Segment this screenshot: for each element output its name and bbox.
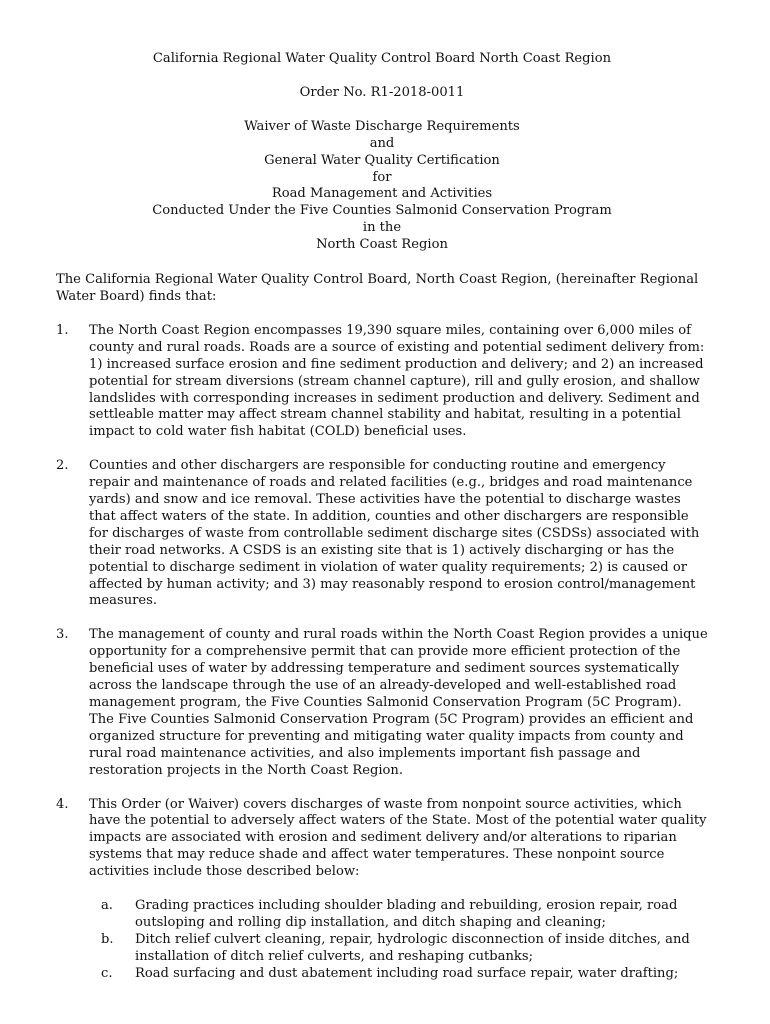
title-line: Road Management and Activities bbox=[271, 186, 493, 202]
finding-text: This Order (or Waiver) covers discharges of waste from nonpoint source activities, which have the potential to adversely affect waters of the State. Most of the potential water quality impacts are associated with erosion and sediment delivery and/or alterations to riparian systems that may reduce shade and affect water temperatures. These nonpoint source activities include those described below: bbox=[89, 796, 707, 880]
title-line: in the bbox=[362, 220, 402, 236]
finding-item bbox=[56, 797, 708, 983]
subitem bbox=[89, 966, 708, 983]
title-line: General Water Quality Certification bbox=[264, 152, 500, 168]
title-line: for bbox=[372, 169, 392, 185]
title-line: North Coast Region bbox=[316, 237, 448, 253]
title-line: and bbox=[369, 135, 395, 151]
subitem-letter: c. bbox=[101, 965, 113, 981]
finding-text: Counties and other dischargers are responsible for conducting routine and emergency repair and maintenance of roads and related facilities (e.g., bridges and road maintenance yards) and snow and ice removal. These activities have the potential to discharge wastes that affect waters of the state. In addition, counties and other dischargers are responsible for discharges of waste from controllable sediment discharge sites (CSDSs) associated with their road networks. A CSDS is an existing site that is 1) actively discharging or has the potential to discharge sediment in violation of water quality requirements; 2) is caused or affected by human activity; and 3) may reasonably respond to erosion control/management measures. bbox=[89, 458, 700, 609]
finding-number: 3. bbox=[56, 627, 69, 643]
finding-number: 1. bbox=[56, 322, 69, 338]
subitem-text: Ditch relief culvert cleaning, repair, hydrologic disconnection of inside ditches, and installation of ditch relief culverts, and reshaping cutbanks; bbox=[135, 931, 690, 964]
agency-heading: California Regional Water Quality Control Board North Coast Region bbox=[152, 51, 612, 66]
order-title bbox=[56, 119, 708, 254]
subitem bbox=[89, 898, 708, 932]
order-number: Order No. R1-2018-0011 bbox=[299, 84, 465, 100]
finding-number: 4. bbox=[56, 796, 69, 812]
findings-list bbox=[56, 323, 708, 983]
subitem-text: Road surfacing and dust abatement including road surface repair, water drafting; bbox=[135, 965, 679, 981]
finding-body bbox=[89, 797, 708, 983]
finding-text: The North Coast Region encompasses 19,390 square miles, containing over 6,000 miles of county and rural roads. Roads are a source of existing and potential sediment delivery from: 1) increased surface erosion and fine sediment production and delivery; and 2) an increased potential for stream diversions (stream channel capture), rill and gully erosion, and shallow landslides with corresponding increases in sediment production and delivery. Sediment and settleable matter may affect stream channel stability and habitat, resulting in a potential impact to cold water fish habitat (COLD) beneficial uses. bbox=[89, 322, 705, 440]
finding-text: The management of county and rural roads within the North Coast Region provides a unique opportunity for a comprehensive permit that can provide more efficient protection of the beneficial uses of water by addressing temperature and sediment sources systematically across the landscape through the use of an already-developed and well-established road management program, the Five Counties Salmonid Conservation Program (5C Program). The Five Counties Salmonid Conservation Program (5C Program) provides an efficient and organized structure for preventing and mitigating water quality impacts from county and rural road maintenance activities, and also implements important fish passage and restoration projects in the North Coast Region. bbox=[89, 627, 708, 778]
finding-item bbox=[56, 458, 708, 610]
subitem-list bbox=[89, 898, 708, 983]
subitem-text: Grading practices including shoulder blading and rebuilding, erosion repair, road outsloping and rolling dip installation, and ditch shaping and cleaning; bbox=[135, 898, 678, 930]
intro-paragraph: The California Regional Water Quality Control Board, North Coast Region, (hereinafter Regional Water Board) finds that: bbox=[56, 272, 699, 304]
title-line: Conducted Under the Five Counties Salmonid Conservation Program bbox=[152, 203, 612, 219]
subitem bbox=[89, 932, 708, 966]
subitem-letter: a. bbox=[101, 898, 113, 914]
title-line: Waiver of Waste Discharge Requirements bbox=[244, 118, 520, 134]
finding-item bbox=[56, 323, 708, 441]
finding-item bbox=[56, 627, 708, 779]
subitem-letter: b. bbox=[101, 931, 114, 947]
finding-number: 2. bbox=[56, 458, 69, 474]
